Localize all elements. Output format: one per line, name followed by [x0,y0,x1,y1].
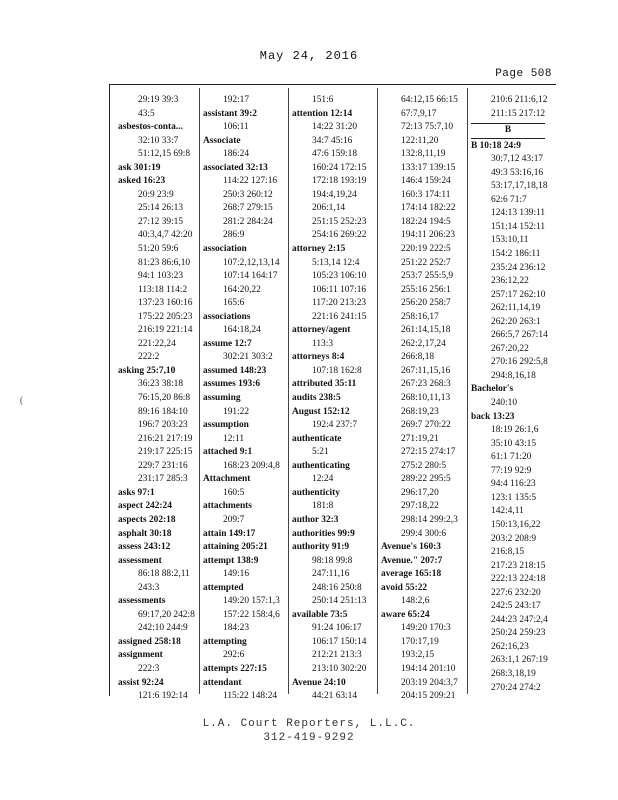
index-reference: 160:5 [223,487,245,498]
index-reference: 5:13,14 12:4 [312,257,360,268]
index-reference: 160:24 172:15 [312,162,367,173]
index-reference: 137:23 160:16 [138,298,193,309]
index-term: assume 12:7 [203,338,252,349]
index-reference: 216:19 221:14 [138,325,193,336]
index-reference: 113:18 114:2 [138,284,188,295]
index-reference: 194:14 201:10 [401,663,456,674]
index-reference: 157:22 158:4,6 [223,609,280,620]
index-reference: 153:10,11 [491,235,529,246]
index-term: assistant 39:2 [203,108,257,119]
index-reference: 117:20 213:23 [312,298,367,309]
index-term: B 10:18 24:9 [471,140,521,151]
index-term: attachments [203,501,252,512]
index-column-2 [203,94,287,702]
index-term: attaining 205:21 [203,542,268,553]
index-term: back 13:23 [471,411,515,422]
index-reference: 165:6 [223,298,245,309]
index-term: authorities 99:9 [292,528,355,539]
index-term: ask 301:19 [118,162,161,173]
index-reference: 64:12,15 66:15 [401,95,458,105]
index-reference: 51:12,15 69:8 [138,149,191,160]
index-reference: 182:24 194:5 [401,216,451,227]
index-reference: 262:16,23 [491,641,529,652]
index-reference: 40:3,4,7 42:20 [138,230,193,241]
index-reference: 91:24 106:17 [312,623,362,634]
index-reference: 67:7,9,17 [401,108,437,119]
index-term: aspects 202:18 [118,514,176,525]
index-reference: 222:3 [138,663,160,674]
index-reference: 12:11 [223,433,245,444]
index-reference: 34:7 45:16 [312,135,353,146]
index-term: aspect 242:24 [118,501,172,512]
index-reference: 106:11 [223,122,249,133]
transcript-date: May 24, 2016 [259,49,359,63]
index-reference: 289:22 295:5 [401,474,451,485]
index-reference: 149:20 157:1,3 [223,596,280,607]
index-reference: 251:15 252:23 [312,216,367,227]
index-reference: 203:2 208:9 [491,533,537,544]
index-reference: 196:7 203:23 [138,420,188,431]
index-reference: 229:7 231:16 [138,460,188,471]
index-reference: 44:21 63:14 [312,691,358,702]
index-reference: 192:17 [223,95,250,105]
index-reference: 296:17,20 [401,487,439,498]
index-reference: 164:18,24 [223,325,261,336]
index-reference: 221:22,24 [138,338,176,349]
index-reference: 164:20,22 [223,284,261,295]
index-reference: 251:22 252:7 [401,257,451,268]
index-reference: 47:6 159:18 [312,149,358,160]
index-reference: 14:22 31:20 [312,122,358,133]
index-term: asphalt 30:18 [118,528,172,539]
index-reference: 89:16 184:10 [138,406,188,417]
index-column-3 [292,94,376,702]
index-reference: 142:4,11 [491,506,524,517]
index-reference: 124:13 139:11 [491,208,546,219]
index-term: audits 238:5 [292,393,341,404]
index-reference: 267:23 268:3 [401,379,451,390]
index-term: attached 9:1 [203,447,253,458]
index-reference: 86:18 88:2,11 [138,569,190,580]
index-reference: 49:3 53:16,16 [491,167,544,178]
index-reference: 299:4 300:6 [401,528,447,539]
index-term: authenticate [292,433,342,444]
index-reference: 98:18 99:8 [312,555,353,566]
index-reference: 94:1 103:23 [138,271,184,282]
index-reference: 18:19 26:1,6 [491,425,539,436]
index-term: authority 91:9 [292,542,350,553]
index-reference: 268:7 279:15 [223,203,273,214]
index-term: attempts 227:15 [203,663,267,674]
index-term: associations [203,311,251,322]
index-reference: 121:6 192:14 [138,691,188,702]
index-reference: 27:12 39:15 [138,216,184,227]
index-term: August 152:12 [292,406,350,417]
index-term: associated 32:13 [203,162,268,173]
index-term: assist 92:24 [118,677,164,688]
index-term: assigned 258:18 [118,636,181,647]
index-reference: 243:3 [138,582,160,593]
index-reference: 262:2,17,24 [401,338,446,349]
index-reference: 107:14 164:17 [223,271,278,282]
index-reference: 262:11,14,19 [491,303,541,314]
index-reference: 168:23 209:4,8 [223,460,280,471]
index-reference: 194:4,19,24 [312,189,357,200]
index-term: attorney 2:15 [292,244,346,255]
index-reference: 105:23 106:10 [312,271,367,282]
index-reference: 150:13,16,22 [491,519,541,530]
index-reference: 77:19 92:9 [491,465,532,476]
index-reference: 61:1 71:20 [491,452,532,463]
index-reference: 72:13 75:7,10 [401,122,454,133]
index-reference: 254:16 269:22 [312,230,367,241]
index-reference: 186:24 [223,149,250,160]
index-reference: 266:5,7 267:14 [491,330,548,341]
index-term: assumption [203,420,249,431]
column-divider [377,88,378,694]
index-reference: 222:13 224:18 [491,574,546,585]
index-term: avoid 55:22 [381,582,428,593]
index-reference: 258:16,17 [401,311,439,322]
index-term: asks 97:1 [118,487,155,498]
index-reference: 250:24 259:23 [491,628,546,639]
index-term: assignment [118,650,163,661]
index-reference: 194:11 206:23 [401,230,456,241]
index-reference: 216:8,15 [491,547,525,558]
index-reference: 174:14 182:22 [401,203,456,214]
index-reference: 160:3 174:11 [401,189,451,200]
index-term: attempted [203,582,244,593]
index-column-1 [118,94,200,702]
index-reference: 149:16 [223,569,250,580]
index-reference: 81:23 86:6,10 [138,257,191,268]
index-reference: 235:24 236:12 [491,262,546,273]
index-reference: 222:2 [138,352,160,363]
index-reference: 170:17,19 [401,636,439,647]
index-term: average 165:18 [381,569,442,580]
index-reference: 247:11,16 [312,569,350,580]
index-reference: 107:2,12,13,14 [223,257,280,268]
index-reference: 20:9 23:9 [138,189,174,200]
index-reference: 30:7,12 43:17 [491,154,544,165]
index-reference: 115:22 148:24 [223,691,278,702]
index-reference: 154:2 186:11 [491,249,541,260]
index-reference: 32:10 33:7 [138,135,179,146]
index-reference: 175:22 205:23 [138,311,193,322]
index-reference: 216:21 217:19 [138,433,193,444]
index-reference: 132:8,11,19 [401,149,446,160]
index-reference: 151:14 152:11 [491,221,546,232]
index-term: asked 16:23 [118,176,166,187]
reporter-company: L.A. Court Reporters, L.L.C. [202,718,416,730]
index-reference: 181:8 [312,501,334,512]
index-reference: 261:14,15,18 [401,325,451,336]
index-reference: 191:22 [223,406,250,417]
index-term: assumed 148:23 [203,365,267,376]
index-reference: 271:19,21 [401,433,439,444]
index-reference: 193:2,15 [401,650,435,661]
index-term: attributed 35:11 [292,379,357,390]
index-reference: 35:10 43:15 [491,438,537,449]
index-term: attain 149:17 [203,528,256,539]
index-column-4 [381,94,467,702]
index-reference: 272:15 274:17 [401,447,456,458]
index-term: asbestos-conta... [118,122,183,133]
index-reference: 221:16 241:15 [312,311,367,322]
index-reference: 292:6 [223,650,245,661]
index-term: attempting [203,636,247,647]
index-reference: 281:2 284:24 [223,216,273,227]
index-reference: 5:21 [312,447,329,458]
index-term: assuming [203,393,241,404]
index-reference: 294:8,16,18 [491,370,536,381]
index-reference: 286:9 [223,230,245,241]
index-reference: 263:1,1 267:19 [491,655,548,666]
index-reference: 113:3 [312,338,334,349]
index-reference: 219:17 225:15 [138,447,193,458]
index-term: attorney/agent [292,325,351,336]
index-reference: 172:18 193:19 [312,176,367,187]
index-reference: 217:23 218:15 [491,560,546,571]
index-reference: 250:14 251:13 [312,596,367,607]
index-reference: 184:23 [223,623,250,634]
index-reference: 36:23 38:18 [138,379,184,390]
index-reference: 149:20 170:3 [401,623,451,634]
index-reference: 297:18,22 [401,501,439,512]
index-term: Avenue's 160:3 [381,542,441,553]
index-reference: 209:7 [223,514,245,525]
index-reference: 76:15,20 86:8 [138,393,191,404]
column-divider [288,88,289,694]
index-term: Avenue 24:10 [292,677,346,688]
index-reference: 151:6 [312,95,334,105]
index-term: attendant [203,677,242,688]
index-term: assessment [118,555,162,566]
index-reference: 94:4 116:23 [491,479,536,490]
index-term: assumes 193:6 [203,379,261,390]
index-reference: 51:20 59:6 [138,244,179,255]
page-number: Page 508 [495,68,552,80]
index-column-5 [471,94,555,694]
reporter-phone: 312-419-9292 [263,732,355,744]
index-reference: 25:14 26:13 [138,203,184,214]
index-reference: 236:12,22 [491,276,529,287]
index-reference: 255:16 256:1 [401,284,451,295]
index-reference: 12:24 [312,474,334,485]
index-reference: 268:3,18,19 [491,668,536,679]
index-term: Avenue." 207:7 [381,555,443,566]
column-divider [467,88,468,694]
index-reference: 203:19 204:3,7 [401,677,458,688]
index-reference: 146:4 159:24 [401,176,451,187]
index-reference: 240:10 [491,398,518,409]
index-reference: 43:5 [138,108,155,119]
index-reference: 107:18 162:8 [312,365,362,376]
index-reference: 114:22 127:16 [223,176,278,187]
index-reference: 227:6 232:20 [491,587,541,598]
index-reference: 210:6 211:6,12 [491,95,548,105]
index-reference: 213:10 302:20 [312,663,367,674]
index-reference: 253:7 255:5,9 [401,271,454,282]
index-reference: 262:20 263:1 [491,316,541,327]
index-reference: 133:17 139:15 [401,162,456,173]
index-reference: 206:1,14 [312,203,346,214]
index-reference: 242:10 244:9 [138,623,188,634]
index-reference: 266:8,18 [401,352,435,363]
index-term: assess 243:12 [118,542,171,553]
index-reference: 106:11 107:16 [312,284,367,295]
index-term: assessments [118,596,166,607]
index-term: available 73:5 [292,609,348,620]
index-reference: 248:16 250:8 [312,582,362,593]
index-reference: 62:6 71:7 [491,194,527,205]
index-term: attorneys 8:4 [292,352,345,363]
index-reference: 267:20,22 [491,343,529,354]
column-divider [199,88,200,694]
index-term: Associate [203,135,241,146]
index-reference: 275:2 280:5 [401,460,447,471]
index-reference: 148:2,6 [401,596,430,607]
index-term: aware 65:24 [381,609,430,620]
index-reference: 298:14 299:2,3 [401,514,458,525]
index-term: Attachment [203,474,251,485]
section-letter-heading: B [471,123,545,139]
index-reference: 123:1 135:5 [491,492,537,503]
index-term: association [203,244,247,255]
index-reference: 211:15 217:12 [491,108,546,119]
index-term: attempt 138:9 [203,555,259,566]
index-reference: 212:21 213:3 [312,650,362,661]
index-reference: 250:3 260:12 [223,189,273,200]
index-reference: 106:17 150:14 [312,636,367,647]
index-term: asking 25:7,10 [118,365,176,376]
index-reference: 267:11,15,16 [401,365,451,376]
index-reference: 192:4 237:7 [312,420,358,431]
index-reference: 53:17,17,18,18 [491,181,548,192]
index-reference: 268:19,23 [401,406,439,417]
index-reference: 268:10,11,13 [401,393,451,404]
index-term: attention 12:14 [292,108,353,119]
index-reference: 244:23 247:2,4 [491,614,548,625]
index-reference: 231:17 285:3 [138,474,188,485]
index-reference: 69:17,20 242:8 [138,609,195,620]
index-term: authenticity [292,487,340,498]
index-term: Bachelor's [471,384,514,395]
index-reference: 257:17 262:10 [491,289,546,300]
index-reference: 242:5 243:17 [491,601,541,612]
margin-mark: ( [20,395,23,405]
index-term: authenticating [292,460,350,471]
index-reference: 204:15 209:21 [401,691,456,702]
index-reference: 269:7 270:22 [401,420,451,431]
index-reference: 302:21 303:2 [223,352,273,363]
index-reference: 270:24 274:2 [491,682,541,693]
index-reference: 256:20 258:7 [401,298,451,309]
index-reference: 29:19 39:3 [138,95,179,105]
index-reference: 270:16 292:5,8 [491,357,548,368]
index-reference: 122:11,20 [401,135,439,146]
index-reference: 220:19 222:5 [401,244,451,255]
index-term: author 32:3 [292,514,339,525]
